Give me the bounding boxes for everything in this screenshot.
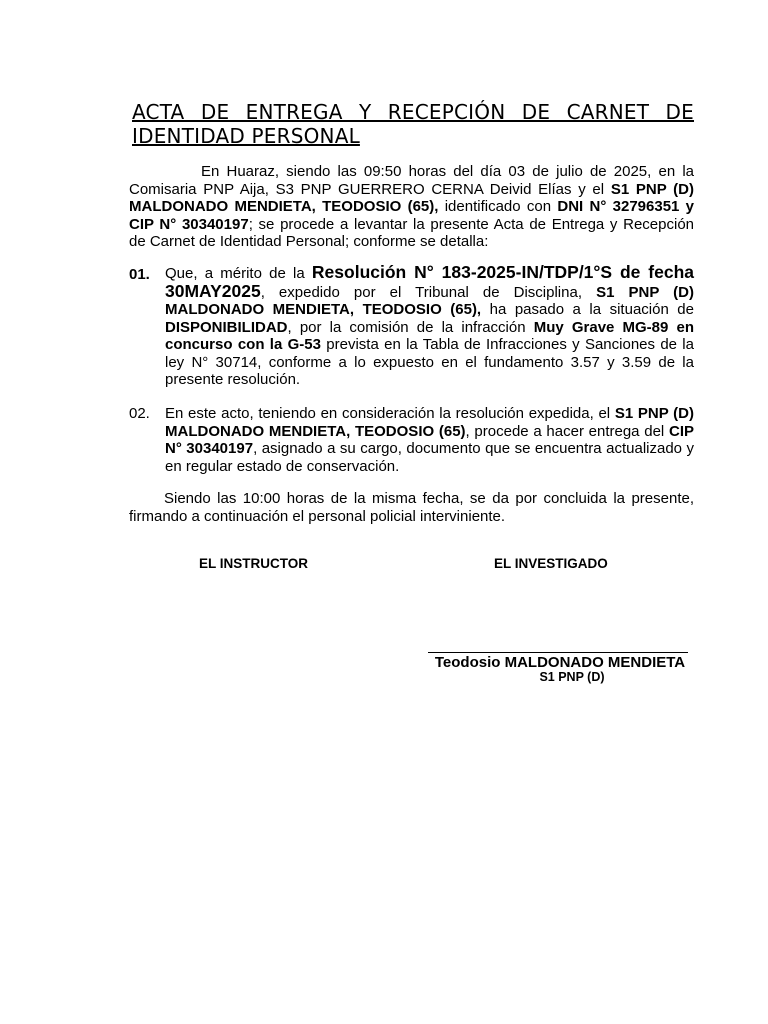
text-run: Que, a mérito de la [165,265,312,282]
investigado-rank: S1 PNP (D) [539,670,605,684]
text-run: prevista en la Tabla de Infracciones y Sanciones de la ley N° 30714, conforme a lo expuesto en el fundamento 3.57 y 3.59 de la presente resolución. [165,336,694,388]
text-run: S1 PNP (D) MALDONADO MENDIETA, TEODOSIO (65), [129,180,695,215]
investigado-name: Teodosio MALDONADO MENDIETA [434,654,686,671]
closing-paragraph: Siendo las 10:00 horas de la misma fecha, se da por concluida la presente, firmando a continuación el personal policial interviniente. [129,490,694,525]
document-title: ACTA DE ENTREGA Y RECEPCIÓN DE CARNET DE IDENTIDAD PERSONAL [132,100,694,148]
item-1-paragraph [165,264,694,389]
text-run: DNI N° 32796351 y CIP N° 30340197 [129,198,695,233]
text-run: ha pasado a la situación de [481,301,694,318]
text-run: , por la comisión de la infracción [287,318,534,336]
text-run: En este acto, teniendo en consideración la resolución expedida, el [165,405,615,422]
text-run: identificado con [438,198,558,215]
text-run: S1 PNP (D) MALDONADO MENDIETA, TEODOSIO (65), [165,283,694,318]
text-run: CIP N° 30340197 [165,422,694,457]
signature-line [428,652,688,653]
item-2-number: 02. [129,405,150,422]
text-run: ; se procede a levantar la presente Acta de Entrega y Recepción de Carnet de Identidad Personal; conforme se detalla: [129,215,694,250]
item-2-paragraph [165,405,694,475]
investigado-label: EL INVESTIGADO [494,556,608,571]
intro-paragraph [129,163,694,251]
instructor-label: EL INSTRUCTOR [199,556,309,571]
text-run: Muy Grave MG-89 en concurso con la G-53 [165,318,694,353]
text-run: S1 PNP (D) MALDONADO MENDIETA, TEODOSIO (65) [165,405,694,440]
text-run: , asignado a su cargo, documento que se encuentra actualizado y en regular estado de conservación. [165,440,694,475]
text-run: , expedido por el Tribunal de Disciplina, [260,283,597,301]
text-run: En Huaraz, siendo las 09:50 horas del día 03 de julio de 2025, en la Comisaria PNP Aija, S3 PNP GUERRERO CERNA Deivid Elías y el [129,163,694,198]
item-1-number: 01. [129,266,150,283]
text-run: Resolución N° 183-2025-IN/TDP/1°S de fecha 30MAY2025 [165,262,695,301]
text-run: , procede a hacer entrega del [465,422,669,440]
text-run: DISPONIBILIDAD [165,318,288,336]
